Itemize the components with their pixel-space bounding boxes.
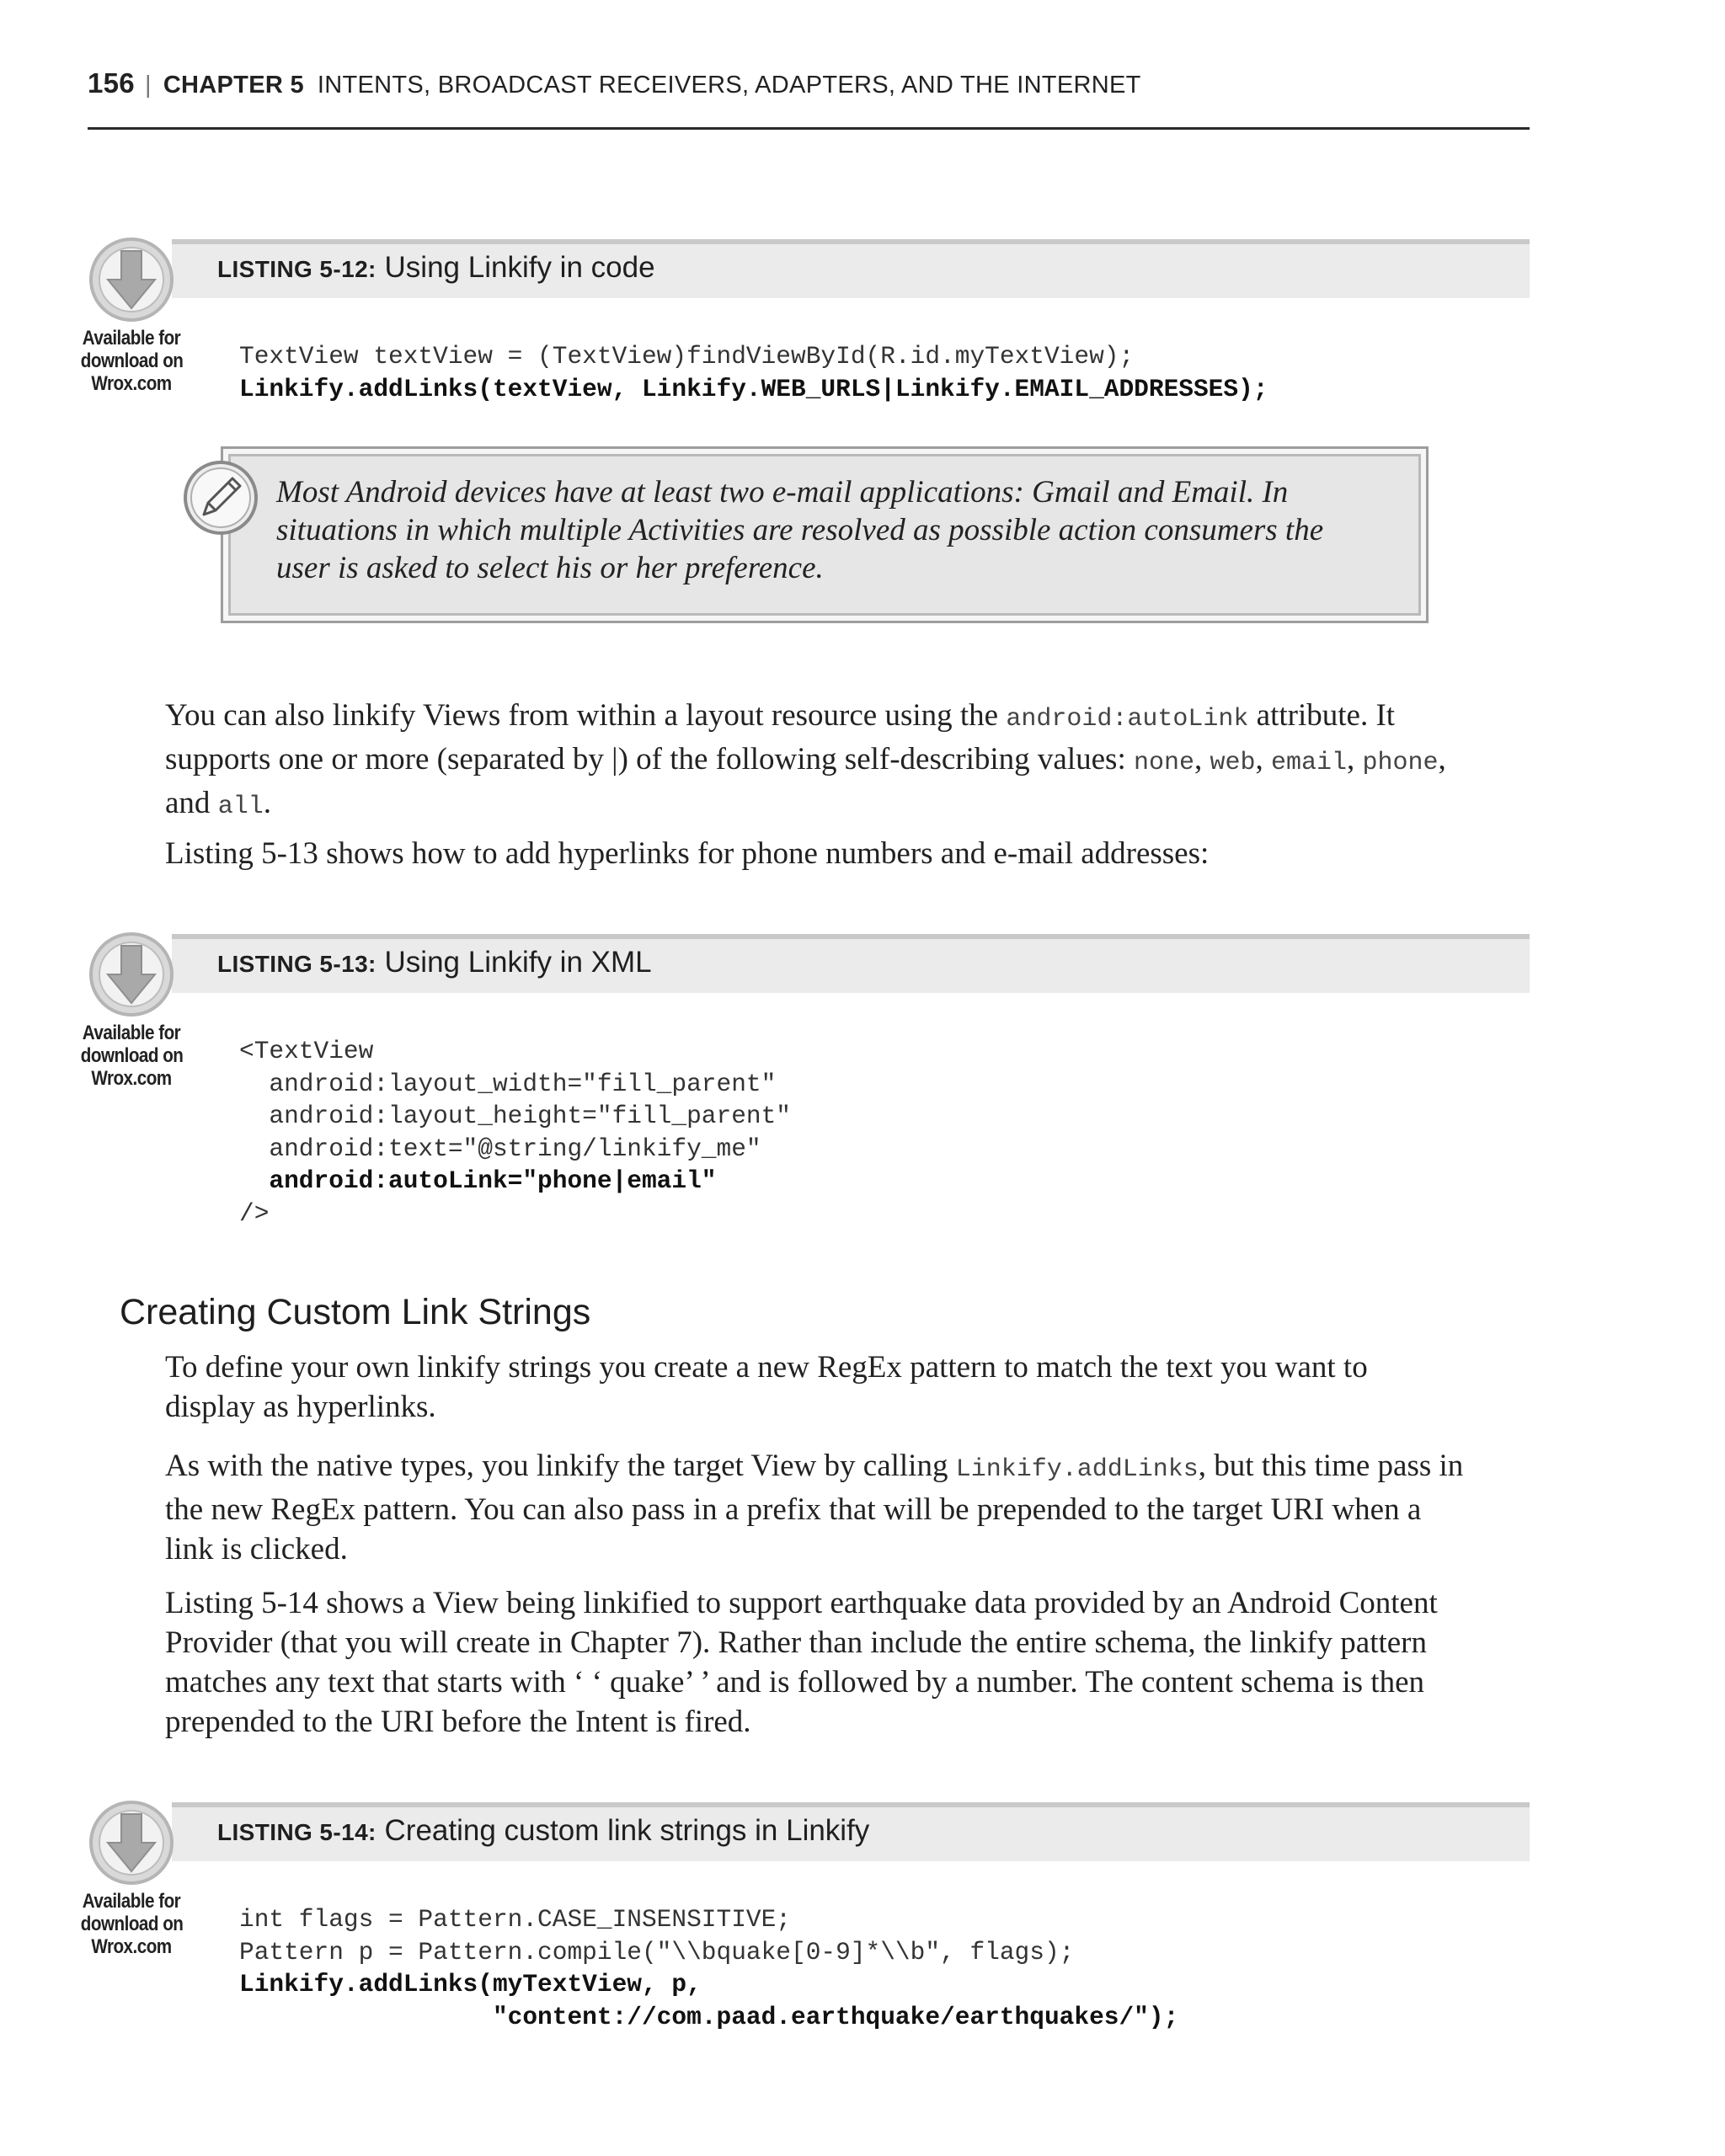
page-number: 156 (88, 67, 135, 99)
download-label-line: download on (80, 1044, 184, 1067)
code-line: int flags = Pattern.CASE_INSENSITIVE; (239, 1905, 792, 1934)
code-line: android:layout_height="fill_parent" (239, 1102, 792, 1130)
code-line: Linkify.addLinks(myTextView, p, (239, 1970, 702, 1999)
text-run: As with the native types, you linkify the target View by calling (165, 1449, 956, 1483)
text-run: , (1194, 742, 1210, 776)
download-label-line: download on (80, 350, 184, 372)
code-line: android:text="@string/linkify_me" (239, 1134, 761, 1163)
code-block (239, 1903, 1178, 2033)
code-block (239, 340, 1268, 405)
section-heading: Creating Custom Link Strings (120, 1292, 591, 1332)
listing-label: LISTING 5-12: (217, 256, 377, 282)
text-run: , (1255, 742, 1272, 776)
text-line: display as hyperlinks. (165, 1390, 436, 1424)
download-label-line: Available for (82, 327, 181, 350)
text-line: matches any text that starts with ‘ ‘ quake’ ’ and is followed by a number. The content schema is then (165, 1665, 1424, 1700)
note-line: situations in which multiple Activities are resolved as possible action consumers the (276, 513, 1324, 547)
text-run: supports one or more (separated by |) of the following self-describing values: (165, 742, 1134, 776)
text-run: attribute. It (1248, 698, 1396, 733)
download-label-line: Wrox.com (91, 1935, 172, 1958)
running-header (88, 67, 1141, 99)
code-line: Pattern p = Pattern.compile("\\bquake[0-9]*\\b", flags); (239, 1937, 1075, 1967)
note-text (276, 473, 1405, 587)
listing-title (217, 946, 652, 979)
inline-code: none (1133, 749, 1194, 777)
download-label[interactable] (81, 1022, 182, 1090)
chapter-label: CHAPTER 5 (163, 72, 304, 99)
paragraph-listing-13-intro (165, 834, 1614, 873)
download-icon[interactable] (88, 236, 175, 323)
text-line: prepended to the URI before the Intent is fired. (165, 1705, 751, 1739)
text-line: Listing 5-14 shows a View being linkified to support earthquake data provided by an Android Content (165, 1586, 1438, 1620)
text-run: . (263, 786, 271, 820)
pencil-icon (182, 459, 259, 536)
listing-title (217, 251, 655, 285)
listing-label: LISTING 5-14: (217, 1819, 377, 1845)
code-line: Linkify.addLinks(textView, Linkify.WEB_URLS|Linkify.EMAIL_ADDRESSES); (239, 374, 1268, 403)
code-block (239, 1035, 791, 1230)
text-run: and (165, 786, 218, 820)
download-label-line: Available for (82, 1022, 181, 1044)
text-run: , (1438, 742, 1446, 776)
listing-title-text: Using Linkify in XML (384, 946, 652, 979)
download-label[interactable] (81, 327, 182, 395)
code-line: /> (239, 1198, 270, 1228)
inline-code: email (1271, 749, 1348, 777)
text-line: To define your own linkify strings you create a new RegEx pattern to match the text you want to (165, 1350, 1368, 1385)
header-rule (88, 127, 1530, 130)
code-line: android:layout_width="fill_parent" (239, 1069, 777, 1098)
paragraph-autolink (165, 696, 1614, 827)
listing-label: LISTING 5-13: (217, 951, 377, 977)
listing-title-text: Using Linkify in code (384, 251, 655, 284)
text-run: , but this time pass in (1198, 1449, 1464, 1483)
header-separator: | (144, 72, 152, 99)
paragraph-define (165, 1348, 1614, 1427)
download-label-line: Wrox.com (91, 1067, 172, 1090)
inline-code: web (1210, 749, 1256, 777)
inline-code: Linkify.addLinks (955, 1455, 1199, 1484)
chapter-title: INTENTS, BROADCAST RECEIVERS, ADAPTERS, AND THE INTERNET (317, 72, 1141, 99)
inline-code: phone (1362, 749, 1439, 777)
download-label-line: download on (80, 1913, 184, 1935)
download-label[interactable] (81, 1890, 182, 1958)
note-line: user is asked to select his or her preference. (276, 551, 824, 585)
download-label-line: Wrox.com (91, 372, 172, 395)
code-line: <TextView (239, 1037, 374, 1065)
code-line: android:autoLink="phone|email" (239, 1166, 717, 1195)
download-icon[interactable] (88, 1799, 175, 1886)
text-line: link is clicked. (165, 1532, 348, 1566)
text-run: , (1347, 742, 1363, 776)
inline-code: all (217, 792, 264, 821)
note-line: Most Android devices have at least two e-mail applications: Gmail and Email. In (276, 475, 1289, 510)
text-line: Provider (that you will create in Chapter 7). Rather than include the entire schema, the linkify pattern (165, 1625, 1427, 1660)
listing-title-text: Creating custom link strings in Linkify (384, 1814, 870, 1847)
paragraph-listing-14-intro (165, 1583, 1614, 1742)
text-line: Listing 5-13 shows how to add hyperlinks for phone numbers and e-mail addresses: (165, 836, 1210, 871)
inline-code: android:autoLink (1006, 705, 1249, 734)
paragraph-native-types (165, 1446, 1614, 1569)
listing-title (217, 1814, 869, 1848)
text-line: the new RegEx pattern. You can also pass in a prefix that will be prepended to the target URI when a (165, 1492, 1422, 1527)
download-icon[interactable] (88, 931, 175, 1018)
text-run: You can also linkify Views from within a layout resource using the (165, 698, 1007, 733)
code-line: TextView textView = (TextView)findViewById(R.id.myTextView); (239, 342, 1135, 371)
download-label-line: Available for (82, 1890, 181, 1913)
code-line: "content://com.paad.earthquake/earthquakes/"); (239, 2002, 1179, 2031)
